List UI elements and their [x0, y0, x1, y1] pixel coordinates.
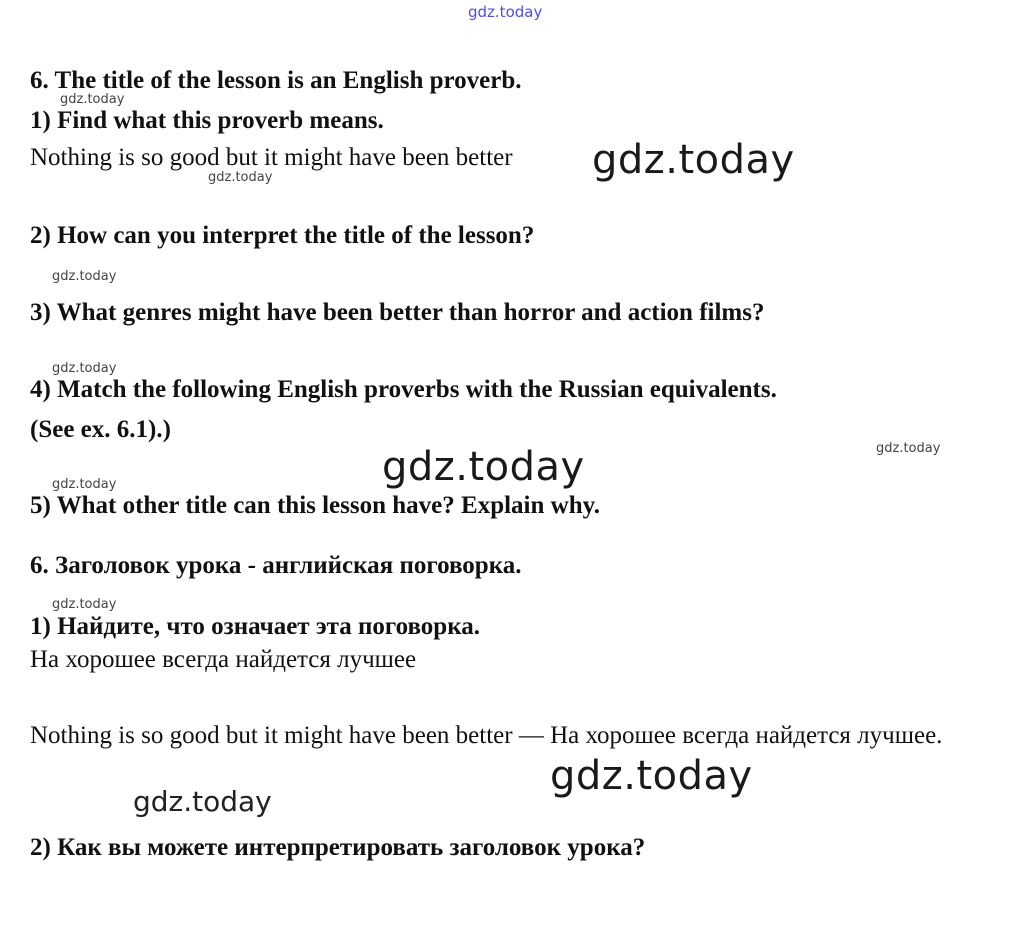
- watermark-small: gdz.today: [60, 92, 125, 107]
- russian-question-1: 1) Найдите, что означает эта поговорка.: [30, 613, 480, 640]
- english-question-2: 2) How can you interpret the title of the lesson?: [30, 222, 535, 249]
- watermark-small: gdz.today: [52, 597, 117, 612]
- watermark-large: gdz.today: [382, 444, 585, 490]
- translation-paragraph: Nothing is so good but it might have been better — На хорошее всегда найдется лучшее.: [30, 722, 943, 749]
- english-question-1: 1) Find what this proverb means.: [30, 107, 384, 134]
- russian-heading: 6. Заголовок урока - английская поговорка.: [30, 552, 522, 579]
- russian-answer-1: На хорошее всегда найдется лучшее: [30, 646, 417, 673]
- watermark-small: gdz.today: [52, 477, 117, 492]
- russian-question-2: 2) Как вы можете интерпретировать заголовок урока?: [30, 834, 646, 861]
- watermark-small: gdz.today: [52, 361, 117, 376]
- english-answer-1: Nothing is so good but it might have been better: [30, 144, 513, 171]
- watermark-small: gdz.today: [208, 170, 273, 185]
- english-heading: 6. The title of the lesson is an English proverb.: [30, 67, 522, 94]
- watermark-top: gdz.today: [468, 3, 543, 21]
- watermark-medium: gdz.today: [133, 785, 272, 818]
- watermark-large: gdz.today: [592, 137, 795, 183]
- watermark-small: gdz.today: [876, 441, 941, 456]
- watermark-small: gdz.today: [52, 269, 117, 284]
- english-question-4-line-2: (See ex. 6.1).): [30, 416, 171, 443]
- english-question-3: 3) What genres might have been better than horror and action films?: [30, 299, 765, 326]
- english-question-5: 5) What other title can this lesson have? Explain why.: [30, 492, 600, 519]
- watermark-large: gdz.today: [550, 753, 753, 799]
- english-question-4-line-1: 4) Match the following English proverbs with the Russian equivalents.: [30, 376, 777, 403]
